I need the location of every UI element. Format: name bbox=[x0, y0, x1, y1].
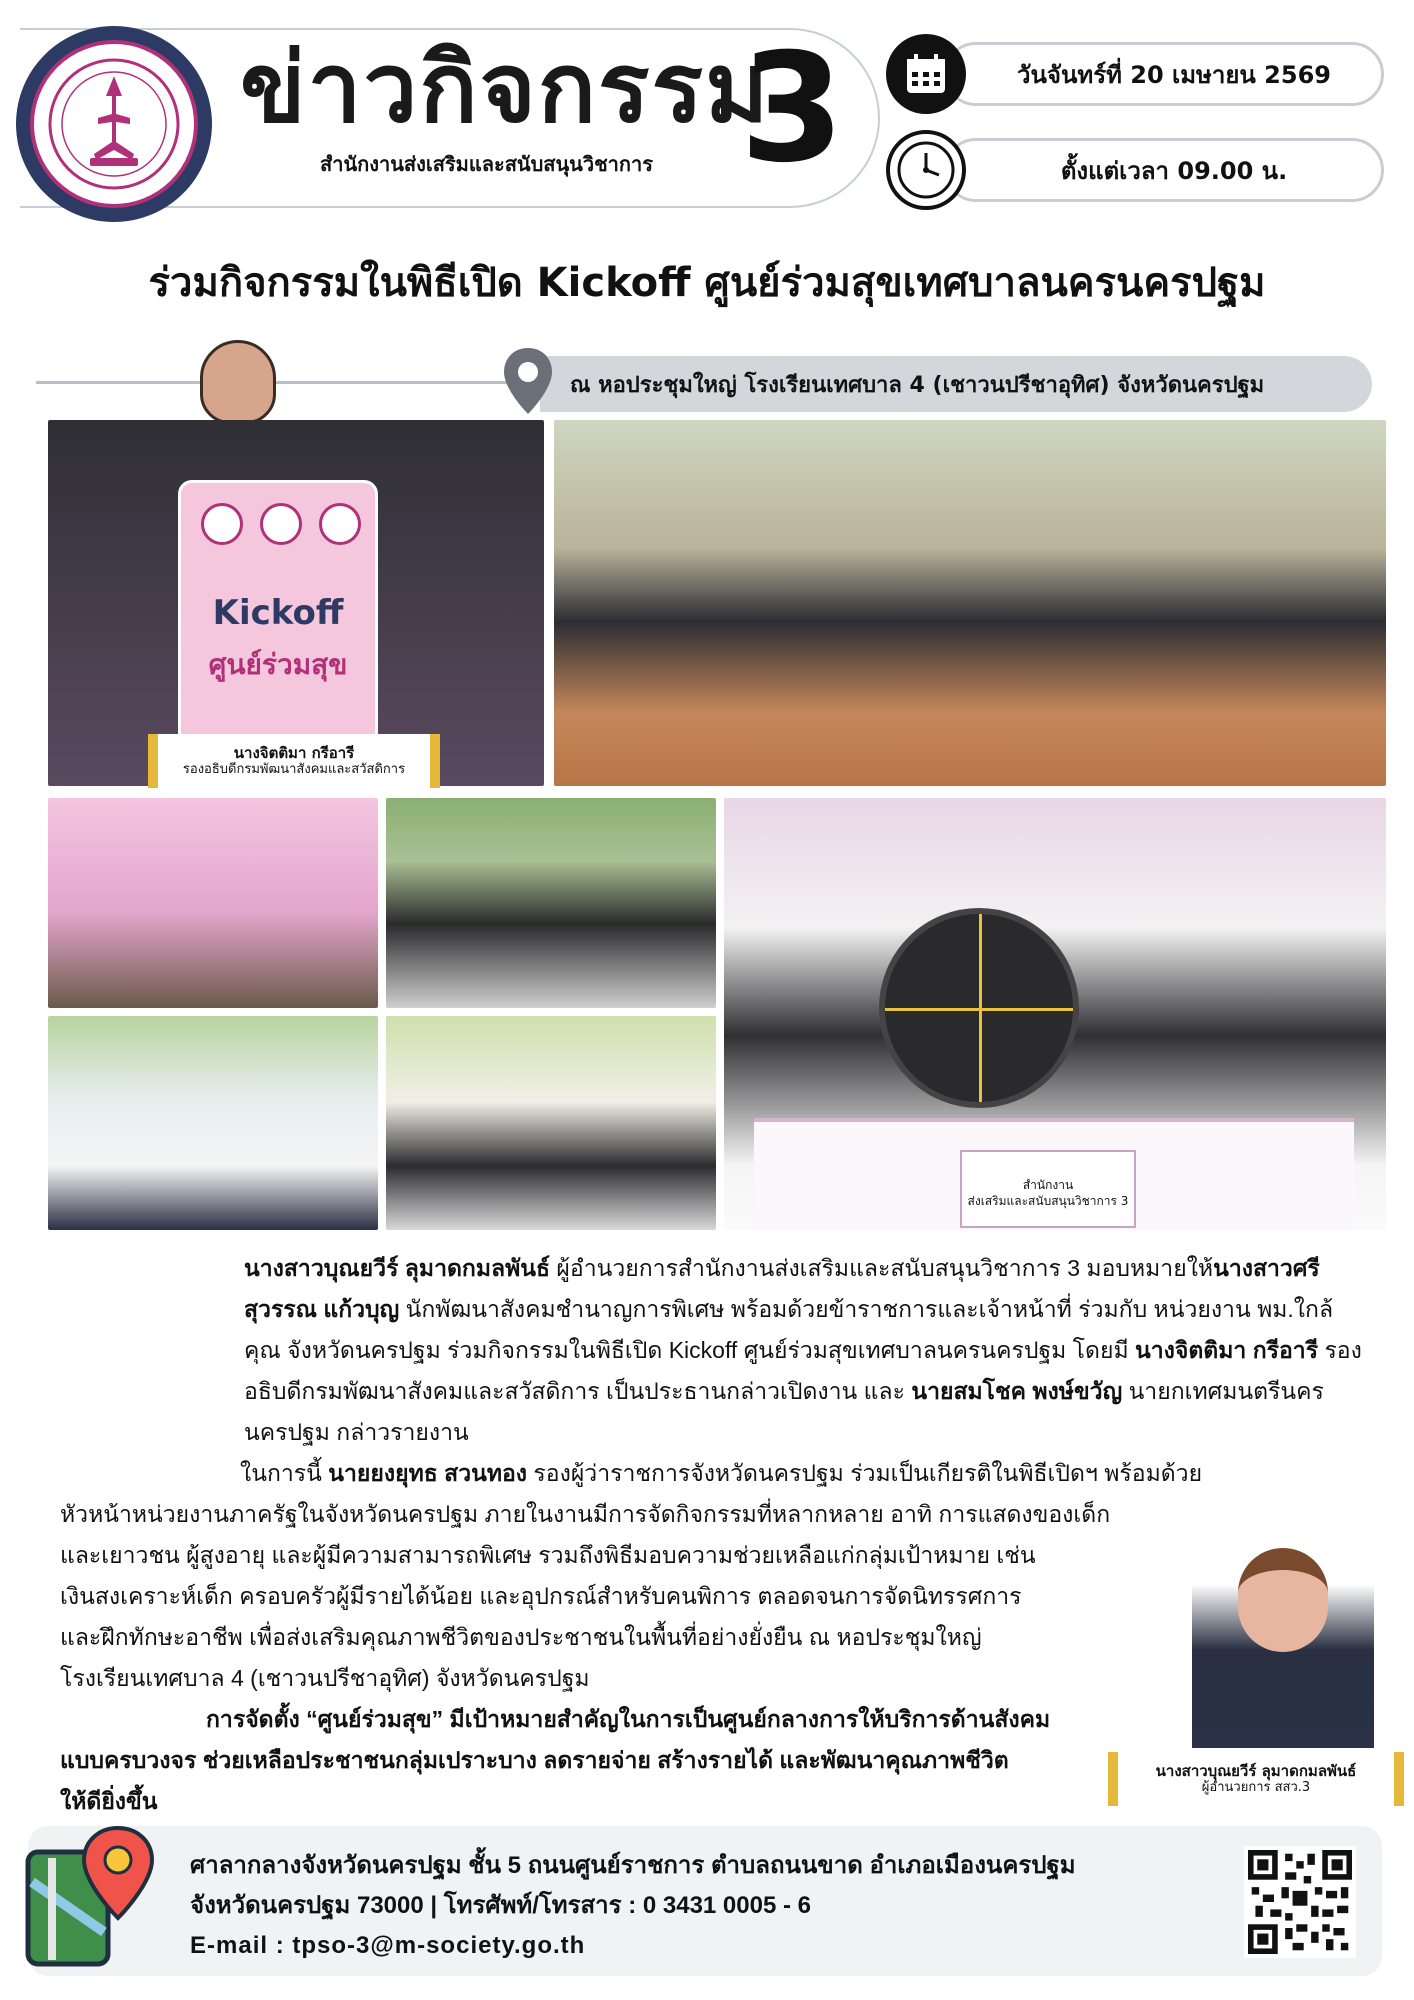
office-name: สำนักงานส่งเสริมและสนับสนุนวิชาการ bbox=[320, 152, 653, 176]
headline: ร่วมกิจกรรมในพิธีเปิด Kickoff ศูนย์ร่วมสุขเทศบาลนครนครปฐม bbox=[148, 260, 1266, 306]
director-role: ผู้อำนวยการ สสว.3 bbox=[1201, 1780, 1311, 1796]
badge-name: นางจิตติมา กรีอารี bbox=[233, 743, 355, 762]
ministry-seal-logo bbox=[16, 26, 212, 222]
time-row bbox=[886, 130, 1386, 210]
date-label: วันจันทร์ที่ 20 เมษายน 2569 bbox=[944, 42, 1384, 106]
paragraph-3-line-3: ให้ดียิ่งขึ้น bbox=[60, 1788, 158, 1814]
podium-kickoff-text: Kickoff bbox=[212, 593, 344, 633]
footer-address: ศาลากลางจังหวัดนครปฐม ชั้น 5 ถนนศูนย์ราชการ ตำบลถนนขาด อำเภอเมืองนครปฐม bbox=[190, 1852, 1076, 1879]
paragraph-2-line-4: เงินสงเคราะห์เด็ก ครอบครัวผู้มีรายได้น้อย และอุปกรณ์สำหรับคนพิการ ตลอดจนการจัดนิทรรศการ bbox=[60, 1583, 1022, 1609]
newsletter-title: ข่าวกิจกรรม bbox=[240, 32, 771, 144]
photo-opening-speech bbox=[48, 420, 544, 786]
qr-code bbox=[1244, 1846, 1356, 1958]
photo-booth-team bbox=[724, 798, 1386, 1230]
paragraph-2-line-3: และเยาวชน ผู้สูงอายุ และผู้มีความสามารถพิเศษ รวมถึงพิธีมอบความช่วยเหลือแก่กลุ่มเป้าหมาย เช่น bbox=[60, 1542, 1036, 1568]
director-portrait bbox=[1192, 1530, 1374, 1748]
photo-staff-group bbox=[386, 1016, 716, 1230]
location-pin-icon bbox=[500, 346, 556, 416]
divider bbox=[36, 381, 516, 384]
speaker-portrait bbox=[200, 340, 276, 424]
photo-group-hall bbox=[554, 420, 1386, 786]
prize-wheel bbox=[879, 908, 1079, 1108]
newsletter-number: 3 bbox=[740, 22, 845, 196]
photo-stage-group bbox=[386, 798, 716, 1008]
podium-center-text: ศูนย์ร่วมสุข bbox=[208, 648, 348, 681]
calendar-icon bbox=[886, 34, 966, 114]
name-badge-director bbox=[1108, 1752, 1404, 1806]
booth-sign: สำนักงาน ส่งเสริมและสนับสนุนวิชาการ 3 bbox=[960, 1150, 1136, 1228]
paragraph-2-line-6: โรงเรียนเทศบาล 4 (เชาวนปรีชาอุทิศ) จังหวัดนครปฐม bbox=[60, 1665, 590, 1691]
photo-stage-ceremony bbox=[48, 798, 378, 1008]
paragraph-3-line-2: แบบครบวงจร ช่วยเหลือประชาชนกลุ่มเปราะบาง ลดรายจ่าย สร้างรายได้ และพัฒนาคุณภาพชีวิต bbox=[60, 1747, 1009, 1773]
time-label: ตั้งแต่เวลา 09.00 น. bbox=[944, 138, 1384, 202]
paragraph-1: นางสาวบุณยวีร์ ลุมาดกมลพันธ์ ผู้อำนวยการสำนักงานส่งเสริมและสนับสนุนวิชาการ 3 มอบหมายให้นางสาวศรีสุวรรณ แก้วบุญ นักพัฒนาสังคมชำนาญการพิเศษ พร้อมด้วยข้าราชการและเจ้าหน้าที่ ร่วมกับ หน่วยงาน พม.ใกล้คุณ จังหวัดนครปฐม ร่วมกิจกรรมในพิธีเปิด Kickoff ศูนย์ร่วมสุขเทศบาลนครนครปฐม โดยมี นางจิตติมา กรีอารี รองอธิบดีกรมพัฒนาสังคมและสวัสดิการ เป็นประธานกล่าวเปิดงาน และ นายสมโชค พงษ์ขวัญ นายกเทศมนตรีนครนครปฐม กล่าวรายงาน bbox=[244, 1255, 1362, 1445]
footer-phone: จังหวัดนครปฐม 73000 | โทรศัพท์/โทรสาร : 0 3431 0005 - 6 bbox=[190, 1892, 811, 1919]
footer-contact bbox=[190, 1846, 1076, 1966]
director-name: นางสาวบุณยวีร์ ลุมาดกมลพันธ์ bbox=[1155, 1761, 1357, 1780]
photo-students-group bbox=[48, 1016, 378, 1230]
paragraph-3-line-1: การจัดตั้ง “ศูนย์ร่วมสุข” มีเป้าหมายสำคัญในการเป็นศูนย์กลางการให้บริการด้านสังคม bbox=[206, 1706, 1051, 1732]
paragraph-2-line-1: ในการนี้ นายยงยุทธ สวนทอง รองผู้ว่าราชการจังหวัดนครปฐม ร่วมเป็นเกียรติในพิธีเปิดฯ พร้อมด้วย bbox=[240, 1460, 1203, 1486]
date-row bbox=[886, 34, 1386, 114]
badge-role: รองอธิบดีกรมพัฒนาสังคมและสวัสดิการ bbox=[182, 762, 406, 778]
location-label: ณ หอประชุมใหญ่ โรงเรียนเทศบาล 4 (เชาวนปรีชาอุทิศ) จังหวัดนครปฐม bbox=[540, 356, 1372, 412]
name-badge-vice-director bbox=[148, 734, 440, 788]
clock-icon bbox=[886, 130, 966, 210]
footer-email: E-mail : tpso-3@m-society.go.th bbox=[190, 1932, 586, 1959]
article-body bbox=[60, 1248, 1362, 1822]
paragraph-2-line-5: และฝึกทักษะอาชีพ เพื่อส่งเสริมคุณภาพชีวิตของประชาชนในพื้นที่อย่างยั่งยืน ณ หอประชุมใหญ่ bbox=[60, 1624, 982, 1650]
map-icon bbox=[22, 1822, 162, 1972]
paragraph-2-line-2: หัวหน้าหน่วยงานภาครัฐในจังหวัดนครปฐม ภายในงานมีการจัดกิจกรรมที่หลากหลาย อาทิ การแสดงของเด็ก bbox=[60, 1501, 1111, 1527]
